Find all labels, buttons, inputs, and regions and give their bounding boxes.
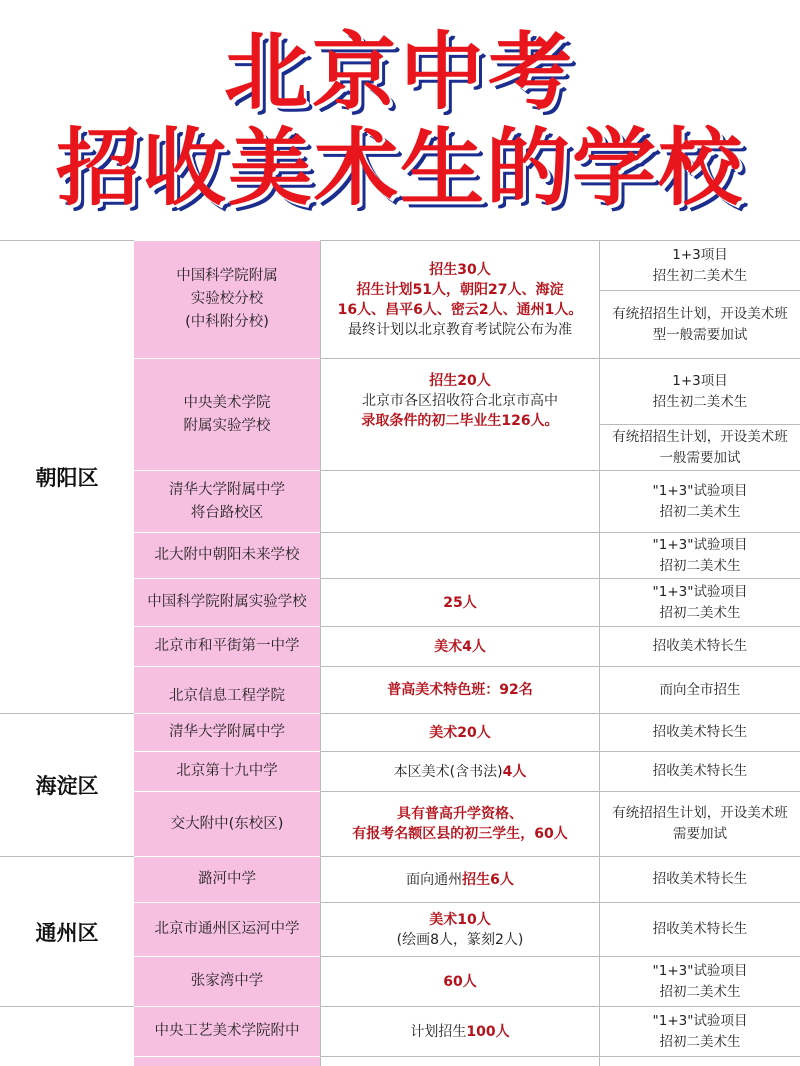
plan-text: 有报考名额区县的初三学生，60人 [352,826,568,842]
plan-cell [320,713,599,751]
school-cell [134,240,320,358]
note-text: 招收美术特长生 [652,763,748,779]
note-cell-partial [599,1056,800,1066]
note-text: 招初二美术生 [659,503,741,520]
note-cell [599,358,800,424]
note-text: 招初二美术生 [659,1033,741,1050]
plan-text: 本区美术(含书法) [393,763,503,780]
plan-cell [320,666,599,713]
plan-cell-partial [320,1056,599,1066]
plan-cell [320,751,599,791]
school-name: 北京第十九中学 [176,763,278,779]
school-cell [134,902,320,956]
school-cell [134,713,320,751]
region-haidian: 海淀区 [0,713,134,856]
plan-text: 北京市各区招收符合北京市高中 [361,393,558,409]
plan-text: 16人、昌平6人、密云2人、通州1人。 [337,301,583,318]
note-cell [599,290,800,358]
note-text: 有统招招生计划，开设美术班 [612,805,788,821]
note-text: 招初二美术生 [659,557,741,574]
school-name: 中央工艺美术学院附中 [154,1023,300,1039]
school-name: 中国科学院附属实验学校 [147,594,307,610]
region-tongzhou: 通州区 [0,856,134,1006]
note-text: 有统招招生计划，开设美术班 [612,428,788,445]
note-cell [599,713,800,751]
plan-text: (绘画8人，篆刻2人) [396,931,524,948]
plan-cell [320,358,599,470]
plan-text: 招生计划51人，朝阳27人、海淀 [356,281,564,298]
school-name: 清华大学附属中学 [169,724,285,740]
note-text: 招收美术特长生 [652,638,748,654]
plan-cell [320,791,599,856]
plan-cell [320,956,599,1006]
plan-text: 计划招生 [410,1023,467,1040]
note-text: "1+3"试验项目 [652,1012,748,1029]
note-cell [599,240,800,290]
note-text: 一般需要加试 [659,449,741,466]
note-cell [599,1006,800,1056]
plan-text: 招生30人 [429,261,491,278]
note-text: 招初二美术生 [659,983,741,1000]
plan-text: 25人 [443,594,477,611]
school-name: 北大附中朝阳未来学校 [154,547,300,563]
school-cell [134,856,320,902]
plan-cell [320,470,599,532]
school-cell [134,956,320,1006]
school-name-line: 附属实验学校 [183,417,271,434]
note-text: 招初二美术生 [659,604,741,621]
plan-text: 具有普高升学资格、 [396,806,523,822]
note-cell [599,578,800,626]
note-text: "1+3"试验项目 [652,962,748,979]
note-cell [599,902,800,956]
page-title-line2: 招收美术生的学校 [55,119,744,217]
plan-text: 4人 [502,763,527,780]
note-cell [599,956,800,1006]
plan-cell [320,532,599,578]
plan-cell [320,240,599,358]
school-name: 交大附中(东校区) [170,815,284,832]
school-name: 北京市通州区运河中学 [154,921,300,937]
note-text: 招收美术特长生 [652,724,748,740]
school-name: 北京市和平街第一中学 [154,638,300,654]
region-chaoyang: 朝阳区 [0,240,134,713]
note-text: 招收美术特长生 [652,871,748,887]
plan-cell [320,1006,599,1056]
note-text: 有统招招生计划，开设美术班 [612,305,788,322]
plan-text: 普高美术特色班：92名 [387,682,533,698]
note-text: 招收美术特长生 [652,921,748,937]
note-cell [599,626,800,666]
region-unnamed [0,1006,134,1066]
note-text: 1+3项目 [672,372,728,389]
note-cell [599,856,800,902]
plan-text: 面向通州 [406,871,463,888]
school-cell [134,626,320,666]
note-text: 需要加试 [673,826,727,842]
plan-cell [320,626,599,666]
plan-text: 美术4人 [434,638,486,655]
school-cell [134,666,320,713]
plan-text: 美术20人 [429,724,491,741]
note-cell [599,424,800,470]
note-cell [599,791,800,856]
note-text: "1+3"试验项目 [652,536,748,553]
note-text: "1+3"试验项目 [652,583,748,600]
school-cell-partial [134,1056,320,1066]
school-cell [134,358,320,470]
school-cell [134,470,320,532]
note-cell [599,751,800,791]
school-cell [134,1006,320,1056]
note-text: 招生初二美术生 [652,393,748,410]
note-text: 型一般需要加试 [652,326,748,343]
school-cell [134,751,320,791]
school-cell [134,791,320,856]
school-name-line: 实验校分校 [190,291,264,307]
note-cell [599,532,800,578]
school-name: 张家湾中学 [190,973,264,989]
school-name: 潞河中学 [198,871,256,887]
plan-text: 100人 [466,1023,510,1040]
school-name-line: (中科附分校) [185,314,269,330]
plan-text: 美术10人 [429,911,491,928]
plan-text: 招生6人 [462,871,514,888]
plan-text: 60人 [443,973,477,990]
school-cell [134,532,320,578]
note-text: 而向全市招生 [659,681,741,698]
school-cell [134,578,320,626]
plan-cell [320,856,599,902]
note-cell [599,470,800,532]
school-name-line: 中央美术学院 [183,394,271,411]
school-name-line: 将台路校区 [190,504,264,521]
note-text: 1+3项目 [672,246,728,263]
school-name: 北京信息工程学院 [169,687,285,704]
plan-cell [320,578,599,626]
note-cell [599,666,800,713]
plan-text: 最终计划以北京教育考试院公布为准 [348,321,572,338]
page-title-line1: 北京中考 [223,23,576,121]
plan-text: 招生20人 [429,373,491,389]
note-text: 招生初二美术生 [652,267,748,284]
plan-text: 录取条件的初二毕业生126人。 [361,413,559,429]
note-text: "1+3"试验项目 [652,482,748,499]
school-name-line: 清华大学附属中学 [169,481,285,498]
school-name-line: 中国科学院附属 [176,268,278,284]
plan-cell [320,902,599,956]
